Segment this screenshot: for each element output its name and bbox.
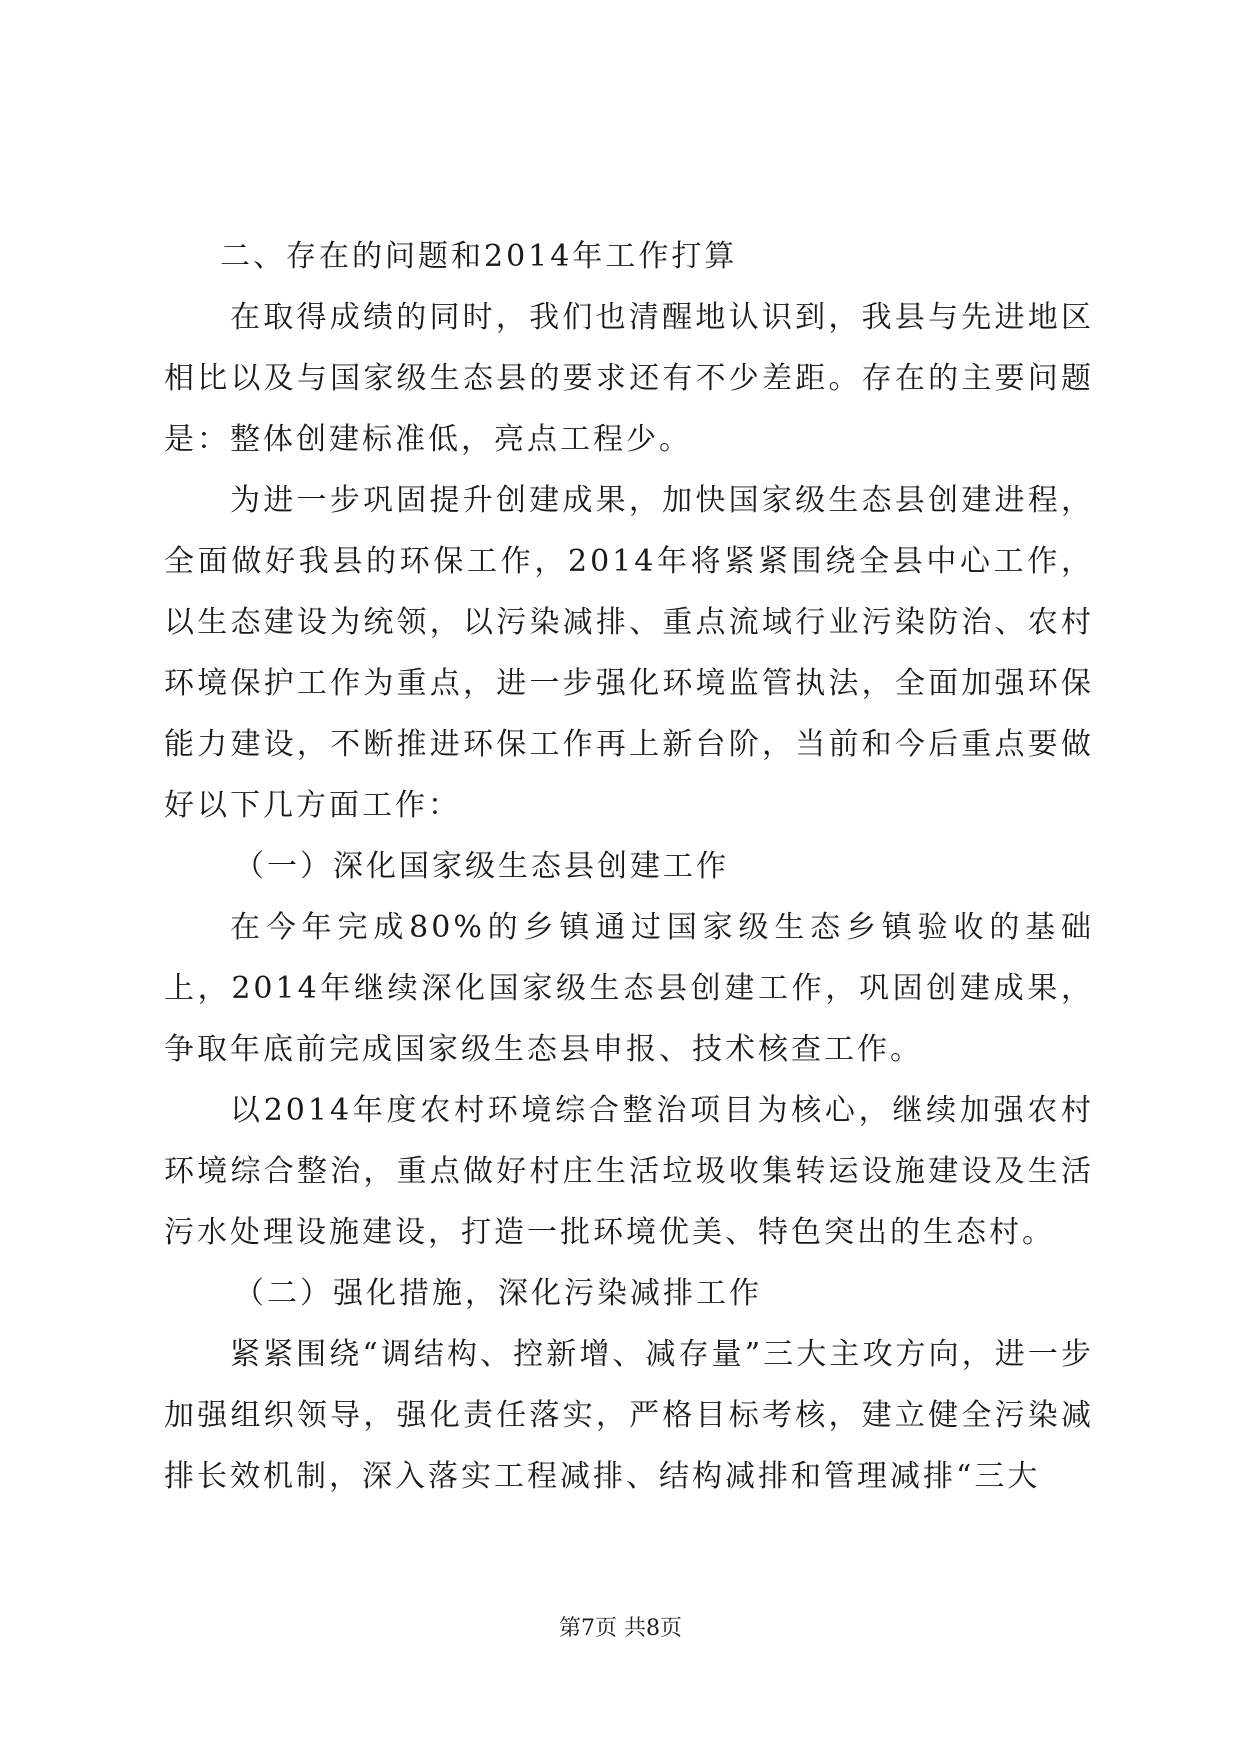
- page-footer: 第7页 共8页: [559, 1616, 682, 1641]
- document-body: [164, 226, 1094, 1507]
- paragraph: 为进一步巩固提升创建成果，加快国家级生态县创建进程，全面做好我县的环保工作，2014年将紧紧围绕全县中心工作，以生态建设为统领，以污染减排、重点流域行业污染防治、农村环境保护工作为重点，进一步强化环境监管执法，全面加强环保能力建设，不断推进环保工作再上新台阶，当前和今后重点要做好以下几方面工作：: [164, 483, 1094, 823]
- paragraph: 以2014年度农村环境综合整治项目为核心，继续加强农村环境综合整治，重点做好村庄生活垃圾收集转运设施建设及生活污水处理设施建设，打造一批环境优美、特色突出的生态村。: [164, 1093, 1094, 1250]
- paragraph: 在取得成绩的同时，我们也清醒地认识到，我县与先进地区相比以及与国家级生态县的要求还有不少差距。存在的主要问题是：整体创建标准低，亮点工程少。: [164, 300, 1094, 457]
- paragraph: 在今年完成80%的乡镇通过国家级生态乡镇验收的基础上，2014年继续深化国家级生态县创建工作，巩固创建成果，争取年底前完成国家级生态县申报、技术核查工作。: [164, 910, 1094, 1067]
- subsection-heading: （一）深化国家级生态县创建工作: [234, 849, 729, 884]
- paragraph: 紧紧围绕“调结构、控新增、减存量”三大主攻方向，进一步加强组织领导，强化责任落实，严格目标考核，建立健全污染减排长效机制，深入落实工程减排、结构减排和管理减排“三大: [164, 1337, 1094, 1494]
- section-heading: 二、存在的问题和2014年工作打算: [220, 239, 738, 274]
- subsection-heading: （二）强化措施，深化污染减排工作: [234, 1276, 762, 1311]
